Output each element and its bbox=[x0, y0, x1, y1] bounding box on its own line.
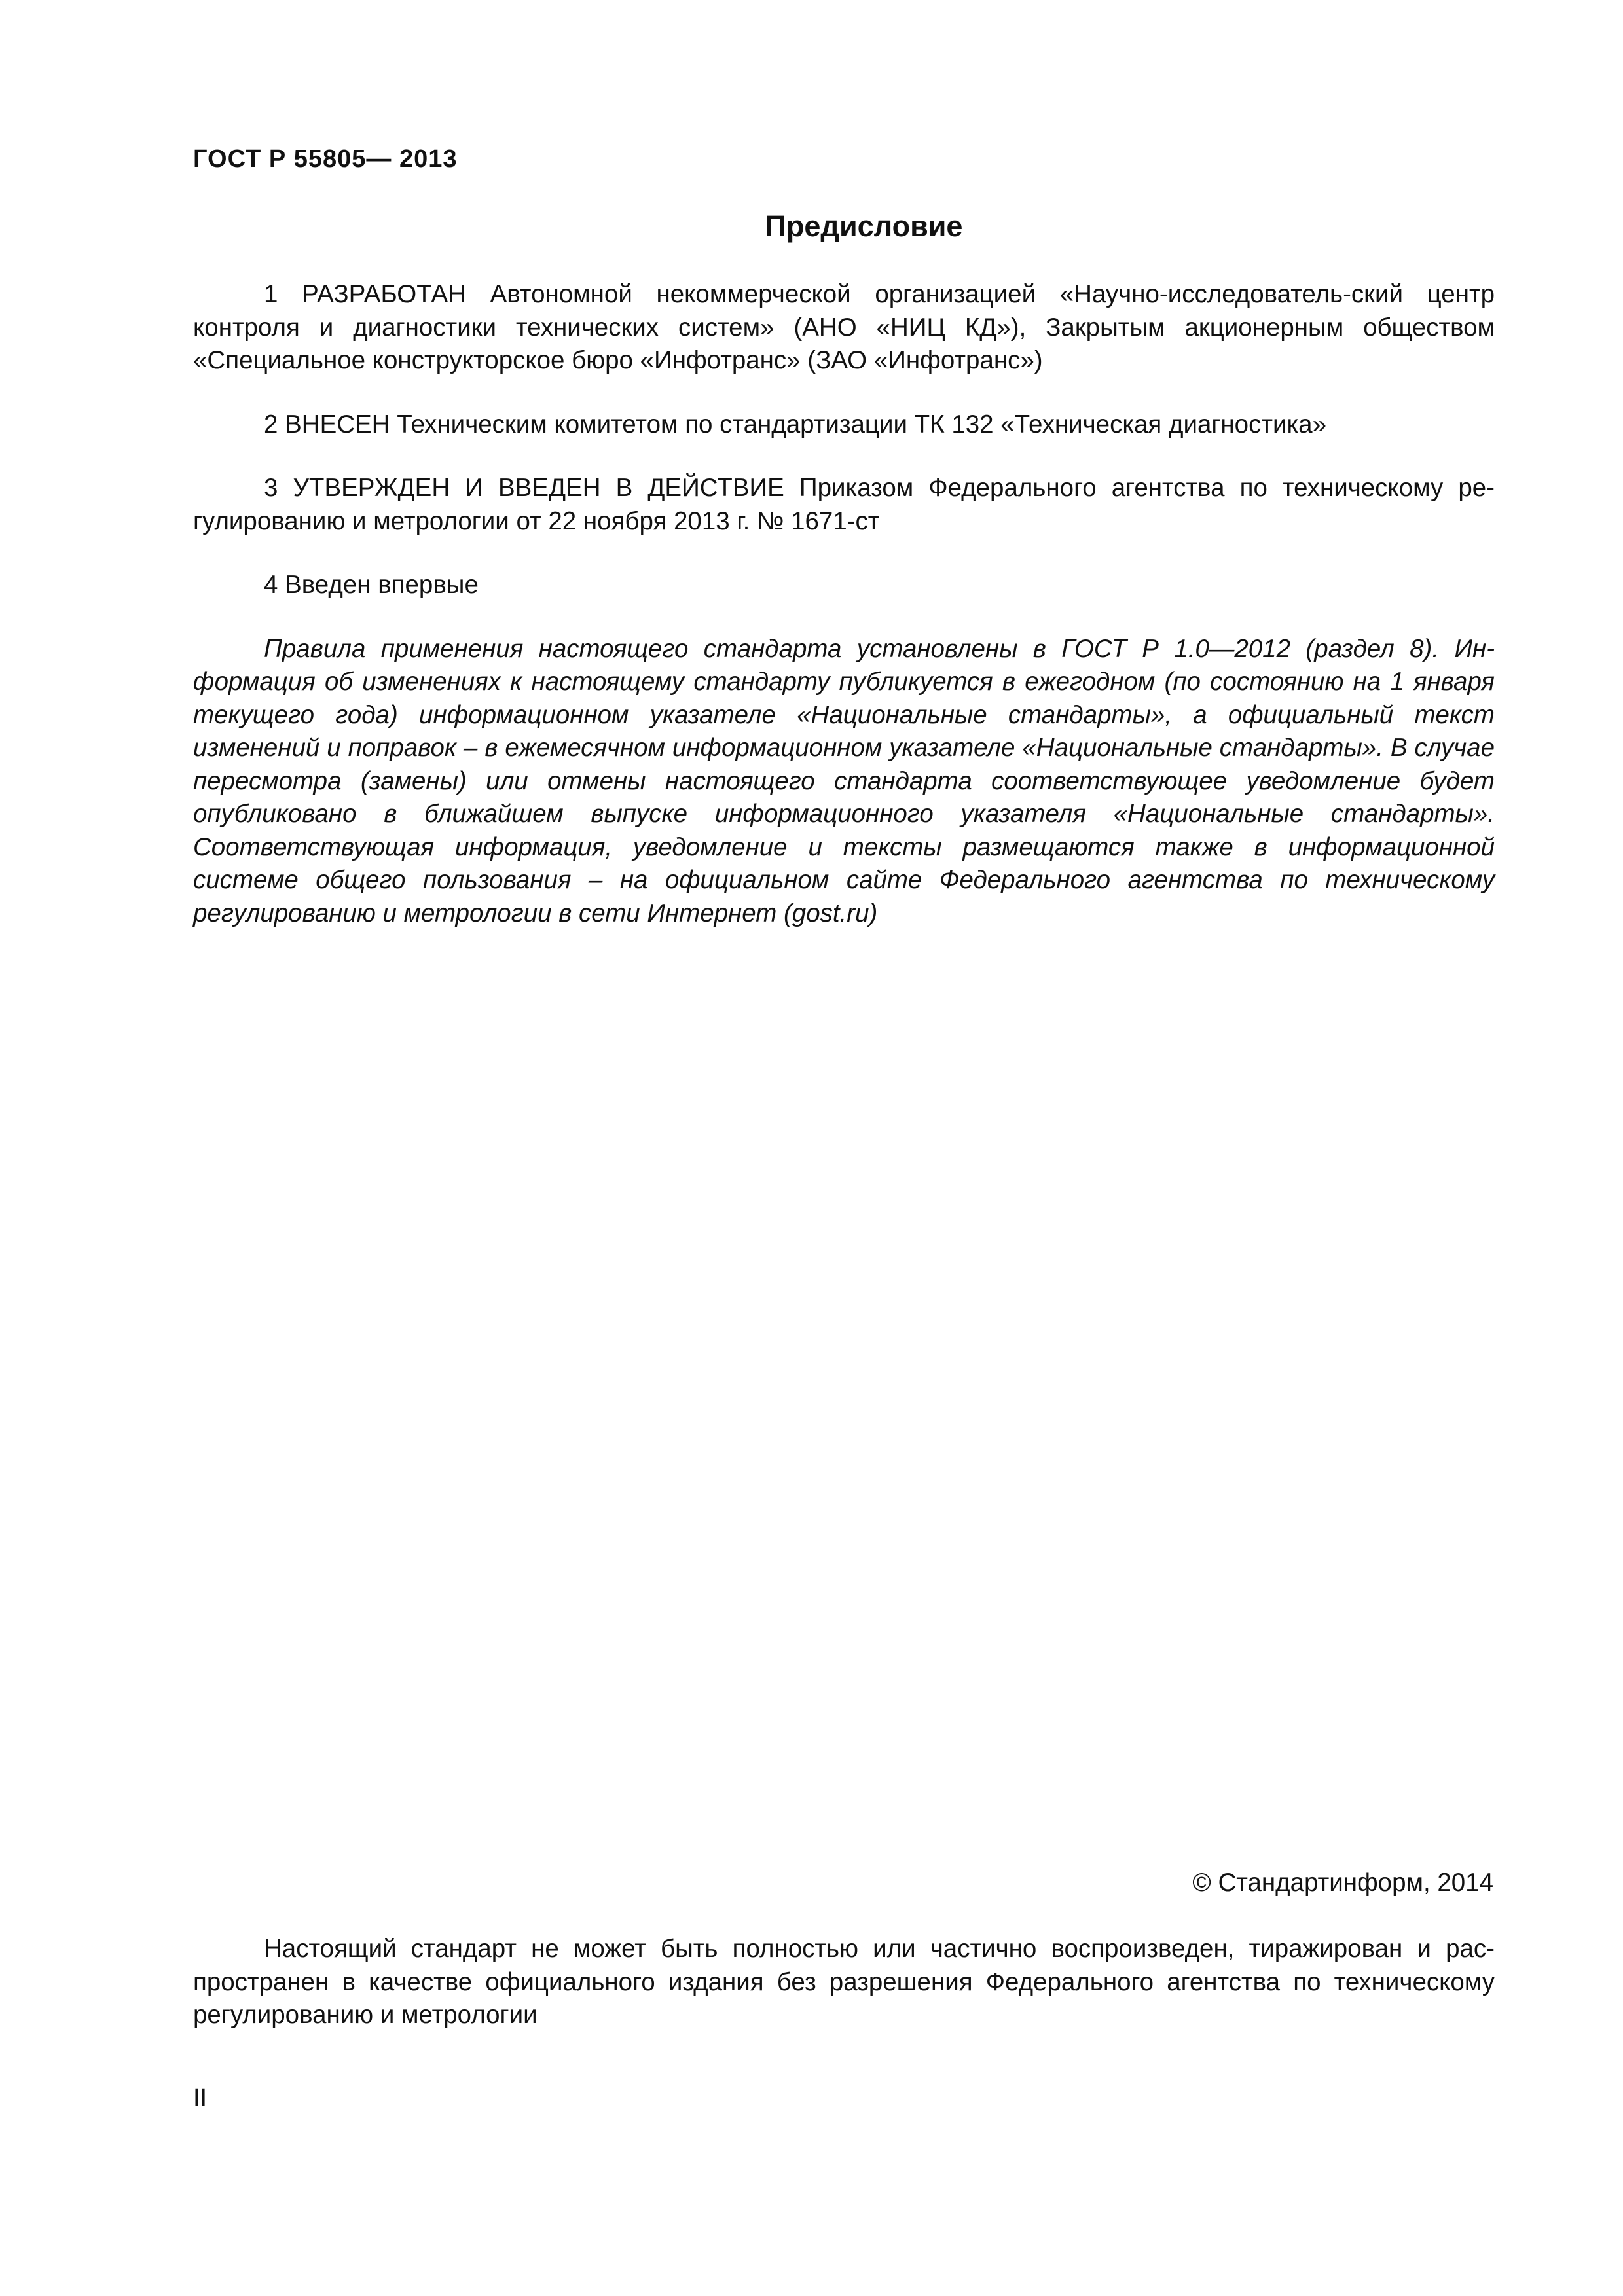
preface-item-4: 4 Введен впервые bbox=[264, 571, 479, 599]
copyright-line: © Стандартинформ, 2014 bbox=[1192, 1869, 1493, 1897]
preface-item-2: 2 ВНЕСЕН Техническим комитетом по стандартизации ТК 132 «Техническая диагностика» bbox=[264, 410, 1326, 439]
preface-item-3: 3 УТВЕРЖДЕН И ВВЕДЕН В ДЕЙСТВИЕ Приказом Федерального агентства по техническому регулированию и метрологии от 22 ноября 2013 г. № 1671-ст bbox=[193, 474, 1495, 535]
document-header: ГОСТ Р 55805— 2013 bbox=[193, 145, 458, 173]
application-rules-note: Правила применения настоящего стандарта установлены в ГОСТ Р 1.0—2012 (раздел 8). Информация об изменениях к настоящему стандарту публикуется в ежегодном (по состоянию на 1 января текущего года) информационном указателе «Национальные стандарты», а официальный текст изменений и поправок – в ежемесячном информационном указателе «Национальные стандарты». В случае пересмотра (замены) или отмены настоящего стандарта соответствующее уведомление будет опубликовано в ближайшем выпуске информационного указателя «Национальные стандарты». Соответствующая информация, уведомление и тексты размещаются также в информационной системе общего пользования – на официальном сайте Федерального агентства по техническому регулированию и метрологии в сети Интернет (gost.ru) bbox=[193, 634, 1495, 927]
page-title: Предисловие bbox=[765, 209, 963, 243]
reproduction-notice: Настоящий стандарт не может быть полностью или частично воспроизведен, тиражирован и распространен в качестве официального издания без разрешения Федерального агентства по техническому регулированию и метрологии bbox=[193, 1935, 1495, 2029]
preface-body bbox=[193, 278, 1495, 961]
preface-item-1: 1 РАЗРАБОТАН Автономной некоммерческой организацией «Научно-исследователь-ский центр контроля и диагностики технических систем» (АНО «НИЦ КД»), Закрытым акционерным обществом «Специальное конструкторское бюро «Инфотранс» (ЗАО «Инфотранс») bbox=[193, 280, 1495, 374]
page-number: II bbox=[193, 2084, 208, 2111]
